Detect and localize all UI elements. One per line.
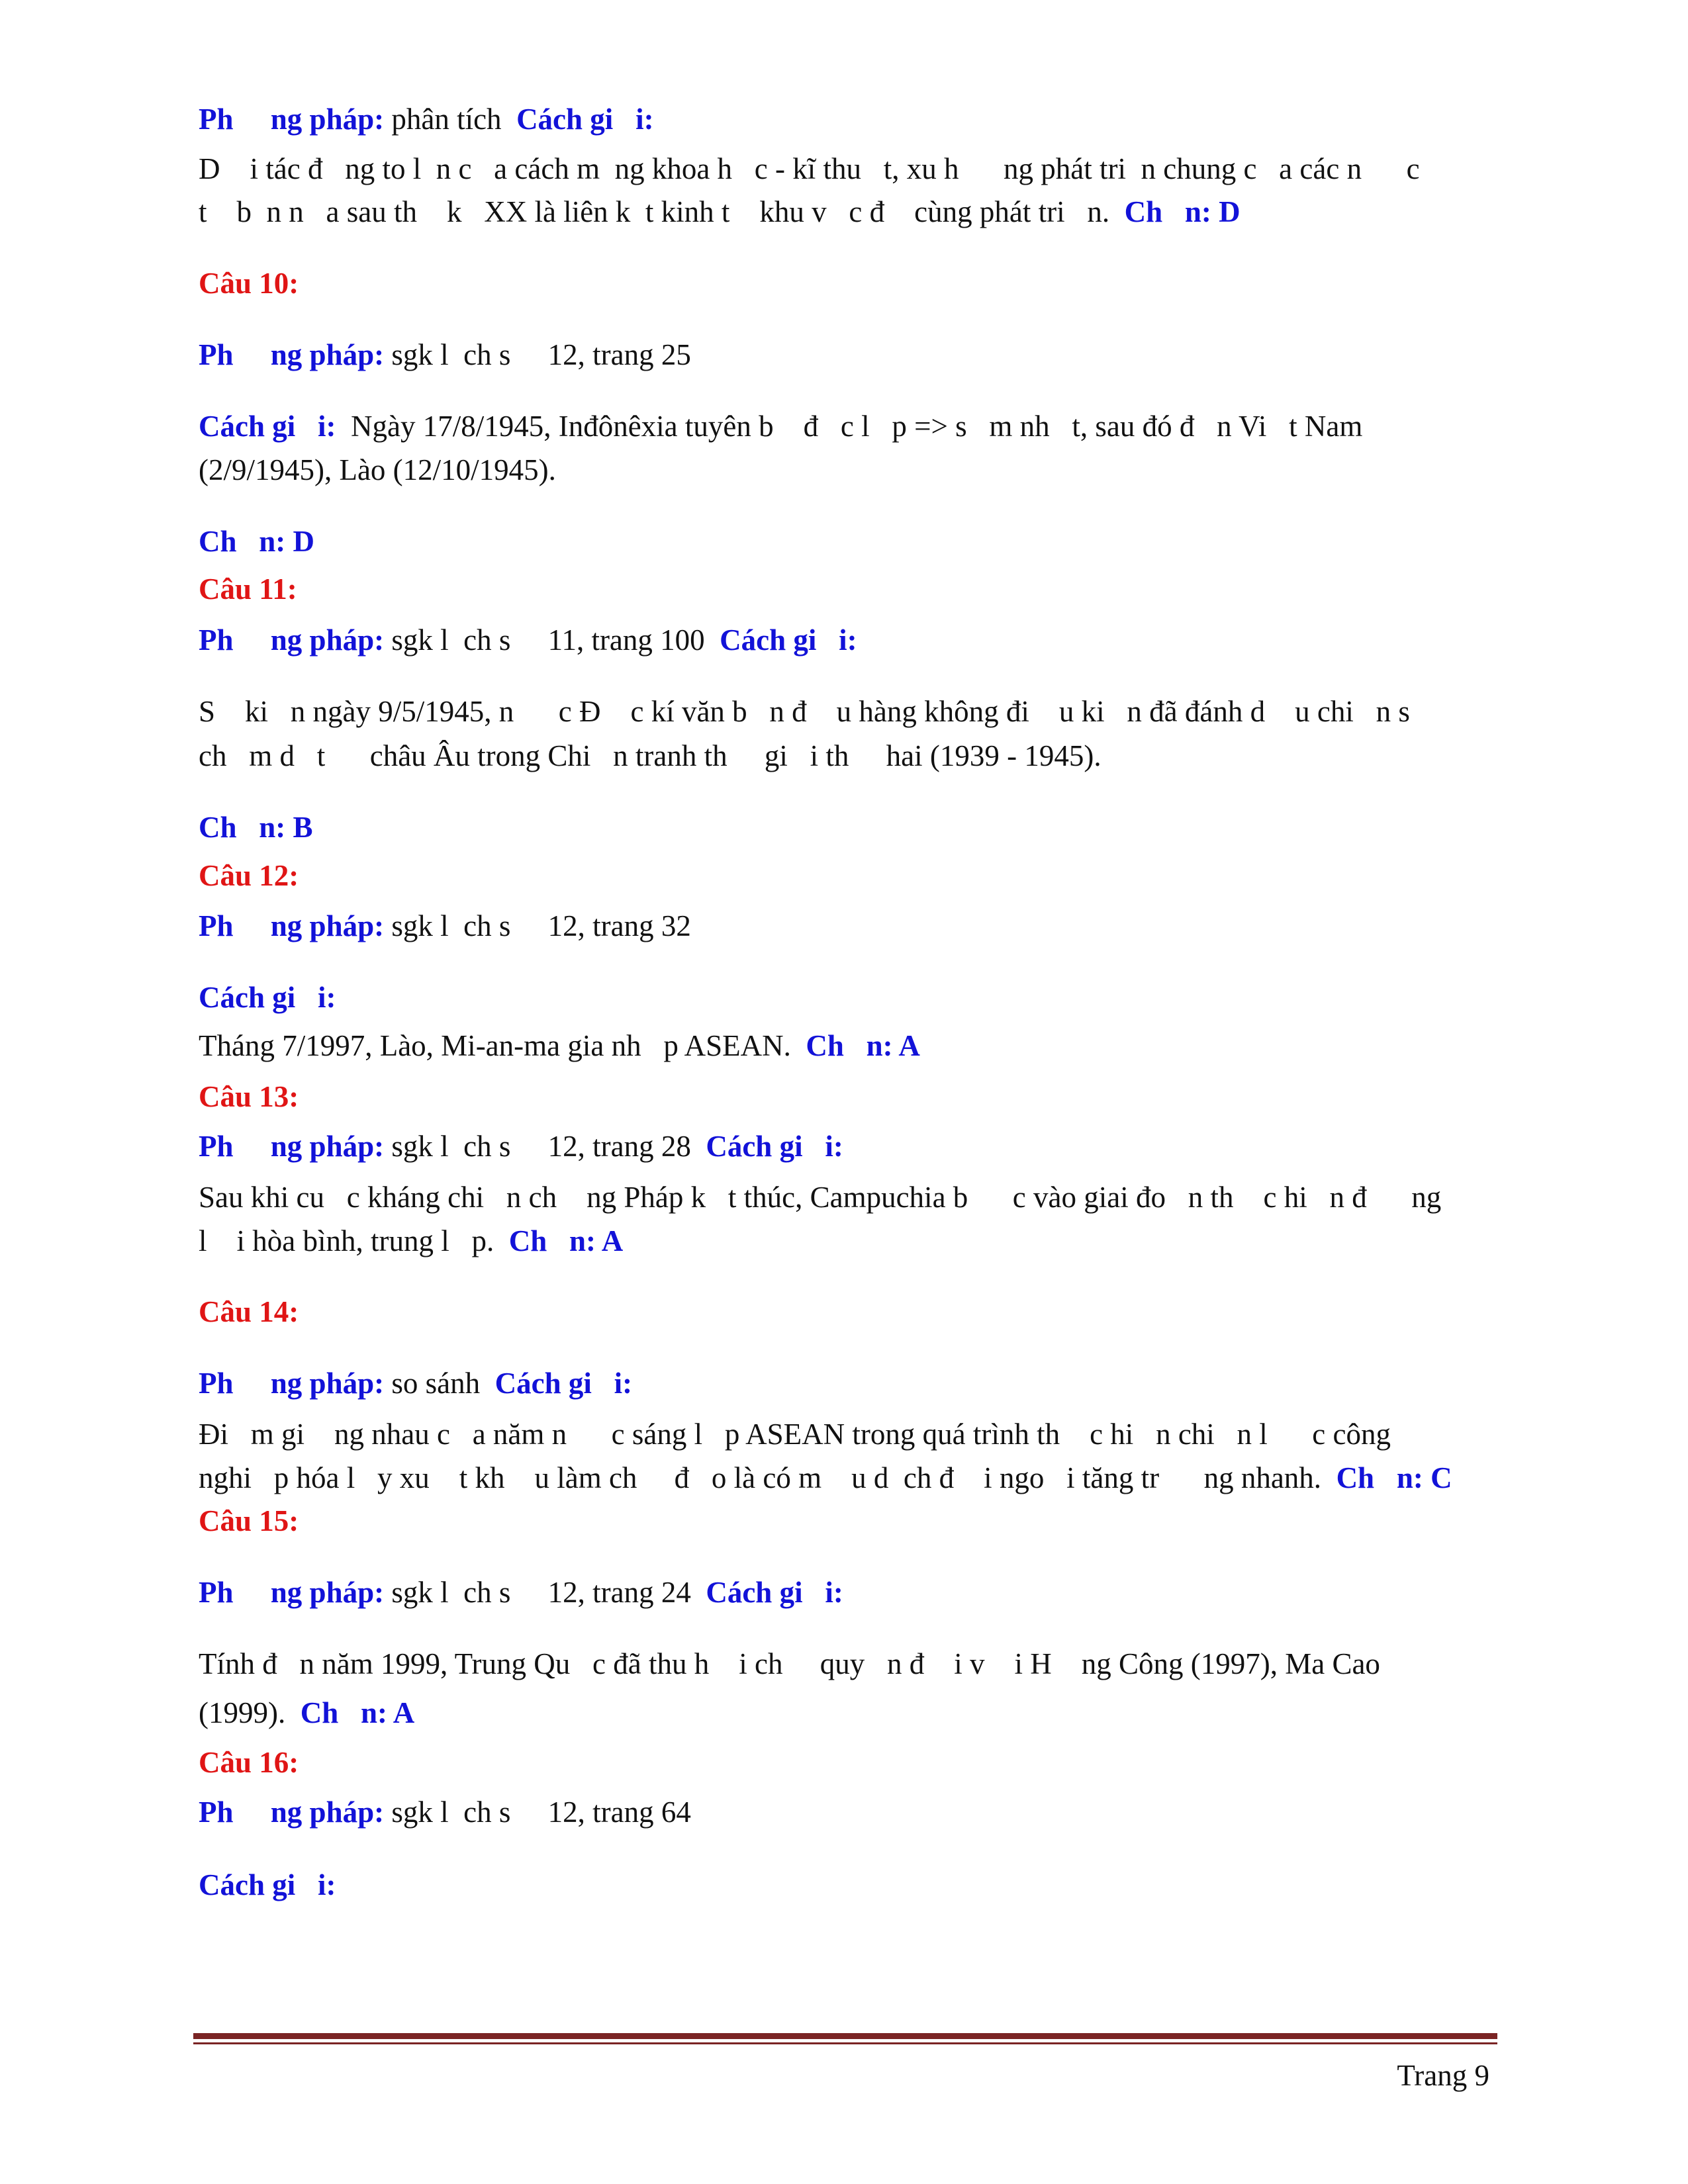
text-line xyxy=(199,1792,691,1832)
question-heading: Câu 11: xyxy=(199,572,297,606)
method-text: so sánh xyxy=(384,1367,495,1400)
method-label: Ph ng pháp: xyxy=(199,1130,385,1163)
text-line xyxy=(199,1126,843,1166)
answer-label: Ch n: A xyxy=(806,1029,920,1062)
body-text: Đi m gi ng nhau c a năm n c sáng l p ASEAN trong quá trình th c hi n chi n l c công xyxy=(199,1418,1391,1451)
text-line xyxy=(199,149,1420,189)
text-line xyxy=(199,736,1102,776)
text-line xyxy=(199,1458,1452,1498)
text-line xyxy=(199,1414,1391,1454)
body-text: (2/9/1945), Lào (12/10/1945). xyxy=(199,453,556,486)
solution-label: Cách gi i: xyxy=(706,1576,843,1609)
body-text: t b n n a sau th k XX là liên k t kinh t khu v c đ cùng phát tri n. xyxy=(199,195,1125,228)
method-label: Ph ng pháp: xyxy=(199,909,385,942)
method-text: sgk l ch s 12, trang 24 xyxy=(384,1576,706,1609)
text-line xyxy=(199,1221,623,1261)
body-text: Tháng 7/1997, Lào, Mi-an-ma gia nh p ASEAN. xyxy=(199,1029,806,1062)
question-heading: Câu 13: xyxy=(199,1080,299,1113)
text-line xyxy=(199,807,313,847)
method-text: sgk l ch s 11, trang 100 xyxy=(384,623,720,657)
method-label: Ph ng pháp: xyxy=(199,103,385,136)
method-text: sgk l ch s 12, trang 28 xyxy=(384,1130,706,1163)
footer-rule-thin xyxy=(193,2042,1497,2044)
method-text: phân tích xyxy=(384,103,517,136)
answer-label: Ch n: A xyxy=(300,1696,415,1729)
method-label: Ph ng pháp: xyxy=(199,1796,385,1829)
question-heading: Câu 16: xyxy=(199,1746,299,1779)
method-text: sgk l ch s 12, trang 64 xyxy=(384,1796,691,1829)
answer-label: Ch n: B xyxy=(199,811,313,844)
text-line xyxy=(199,620,857,660)
solution-label: Cách gi i: xyxy=(199,1868,336,1901)
text-line xyxy=(199,978,336,1017)
text-line xyxy=(199,1865,336,1905)
text-line xyxy=(199,335,691,375)
text-line xyxy=(199,1572,843,1612)
text-line xyxy=(199,1693,414,1733)
answer-label: Ch n: D xyxy=(199,525,315,558)
text-line xyxy=(199,1363,632,1403)
method-text: sgk l ch s 12, trang 32 xyxy=(384,909,691,942)
text-line xyxy=(199,99,654,139)
text-line xyxy=(199,450,556,490)
text-line xyxy=(199,1026,920,1066)
text-line xyxy=(199,906,691,946)
body-text: l i hòa bình, trung l p. xyxy=(199,1224,509,1257)
text-line xyxy=(199,192,1241,232)
question-heading: Câu 14: xyxy=(199,1295,299,1328)
text-line xyxy=(199,1177,1441,1217)
text-line xyxy=(199,522,314,561)
question-heading: Câu 15: xyxy=(199,1504,299,1537)
solution-label: Cách gi i: xyxy=(199,981,336,1014)
body-text: Sau khi cu c kháng chi n ch ng Pháp k t thúc, Campuchia b c vào giai đo n th c hi n đ ng xyxy=(199,1181,1442,1214)
body-text: Ngày 17/8/1945, Inđônêxia tuyên b đ c l p => s m nh t, sau đó đ n Vi t Nam xyxy=(336,410,1363,443)
method-label: Ph ng pháp: xyxy=(199,1576,385,1609)
method-text: sgk l ch s 12, trang 25 xyxy=(384,338,691,371)
answer-label: Ch n: C xyxy=(1336,1461,1452,1494)
body-text: S ki n ngày 9/5/1945, n c Đ c kí văn b n đ u hàng không đi u ki n đã đánh d u chi n s xyxy=(199,695,1410,728)
body-text: ch m d t châu Âu trong Chi n tranh th gi i th hai (1939 - 1945). xyxy=(199,739,1102,772)
question-heading: Câu 12: xyxy=(199,859,299,892)
text-line xyxy=(199,406,1362,446)
solution-label: Cách gi i: xyxy=(199,410,336,443)
page-number: Trang 9 xyxy=(1397,2059,1489,2092)
footer-rule xyxy=(193,2033,1497,2039)
solution-label: Cách gi i: xyxy=(706,1130,843,1163)
method-label: Ph ng pháp: xyxy=(199,338,385,371)
text-line xyxy=(199,692,1410,731)
method-label: Ph ng pháp: xyxy=(199,1367,385,1400)
solution-label: Cách gi i: xyxy=(720,623,857,657)
answer-label: Ch n: D xyxy=(1124,195,1241,228)
question-heading: Câu 10: xyxy=(199,267,299,300)
answer-label: Ch n: A xyxy=(508,1224,624,1257)
text-line xyxy=(199,1644,1380,1684)
method-label: Ph ng pháp: xyxy=(199,623,385,657)
body-text: Tính đ n năm 1999, Trung Qu c đã thu h i ch quy n đ i v i H ng Công (1997), Ma Cao xyxy=(199,1647,1380,1680)
solution-label: Cách gi i: xyxy=(494,1367,633,1400)
body-text: D i tác đ ng to l n c a cách m ng khoa h c - kĩ thu t, xu h ng phát tri n chung c a các n c xyxy=(199,152,1420,185)
solution-label: Cách gi i: xyxy=(516,103,654,136)
body-text: nghi p hóa l y xu t kh u làm ch đ o là có m u d ch đ i ngo i tăng tr ng nhanh. xyxy=(199,1461,1336,1494)
body-text: (1999). xyxy=(199,1696,301,1729)
